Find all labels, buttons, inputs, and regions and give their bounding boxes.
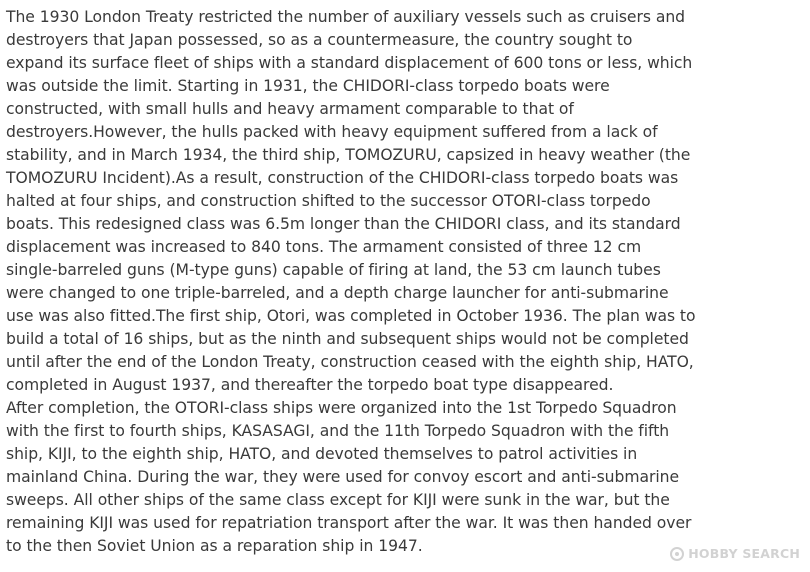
text-line: halted at four ships, and construction shifted to the successor OTORI-class torpedo bbox=[6, 192, 651, 210]
text-line: mainland China. During the war, they were used for convoy escort and anti-submarine bbox=[6, 468, 679, 486]
text-line: use was also fitted.The first ship, Otori, was completed in October 1936. The plan was to bbox=[6, 307, 696, 325]
text-line: until after the end of the London Treaty, construction ceased with the eighth ship, HATO, bbox=[6, 353, 694, 371]
text-line: single-barreled guns (M-type guns) capable of firing at land, the 53 cm launch tubes bbox=[6, 261, 661, 279]
text-line: ship, KIJI, to the eighth ship, HATO, and devoted themselves to patrol activities in bbox=[6, 445, 638, 463]
text-line: to the then Soviet Union as a reparation ship in 1947. bbox=[6, 537, 423, 555]
text-line: sweeps. All other ships of the same class except for KIJI were sunk in the war, but the bbox=[6, 491, 670, 509]
text-line: remaining KIJI was used for repatriation transport after the war. It was then handed over bbox=[6, 514, 692, 532]
text-line: destroyers.However, the hulls packed with heavy equipment suffered from a lack of bbox=[6, 123, 658, 141]
text-line: displacement was increased to 840 tons. The armament consisted of three 12 cm bbox=[6, 238, 642, 256]
text-line: The 1930 London Treaty restricted the number of auxiliary vessels such as cruisers and bbox=[6, 8, 685, 26]
text-line: with the first to fourth ships, KASASAGI, and the 11th Torpedo Squadron with the fifth bbox=[6, 422, 670, 440]
text-line: stability, and in March 1934, the third ship, TOMOZURU, capsized in heavy weather (the bbox=[6, 146, 691, 164]
watermark-text: HOBBY SEARCH bbox=[688, 546, 800, 561]
text-line: completed in August 1937, and thereafter the torpedo boat type disappeared. bbox=[6, 376, 614, 394]
text-line: expand its surface fleet of ships with a standard displacement of 600 tons or less, which bbox=[6, 54, 693, 72]
text-line: destroyers that Japan possessed, so as a countermeasure, the country sought to bbox=[6, 31, 633, 49]
text-line: constructed, with small hulls and heavy armament comparable to that of bbox=[6, 100, 574, 118]
text-line: build a total of 16 ships, but as the ninth and subsequent ships would not be completed bbox=[6, 330, 689, 348]
hobby-search-watermark bbox=[670, 546, 800, 561]
hobby-search-logo-icon bbox=[670, 547, 684, 561]
text-line: boats. This redesigned class was 6.5m longer than the CHIDORI class, and its standard bbox=[6, 215, 681, 233]
text-line: was outside the limit. Starting in 1931, the CHIDORI-class torpedo boats were bbox=[6, 77, 610, 95]
text-line: TOMOZURU Incident).As a result, construction of the CHIDORI-class torpedo boats was bbox=[6, 169, 679, 187]
text-line: After completion, the OTORI-class ships were organized into the 1st Torpedo Squadron bbox=[6, 399, 677, 417]
text-line: were changed to one triple-barreled, and a depth charge launcher for anti-submarine bbox=[6, 284, 669, 302]
